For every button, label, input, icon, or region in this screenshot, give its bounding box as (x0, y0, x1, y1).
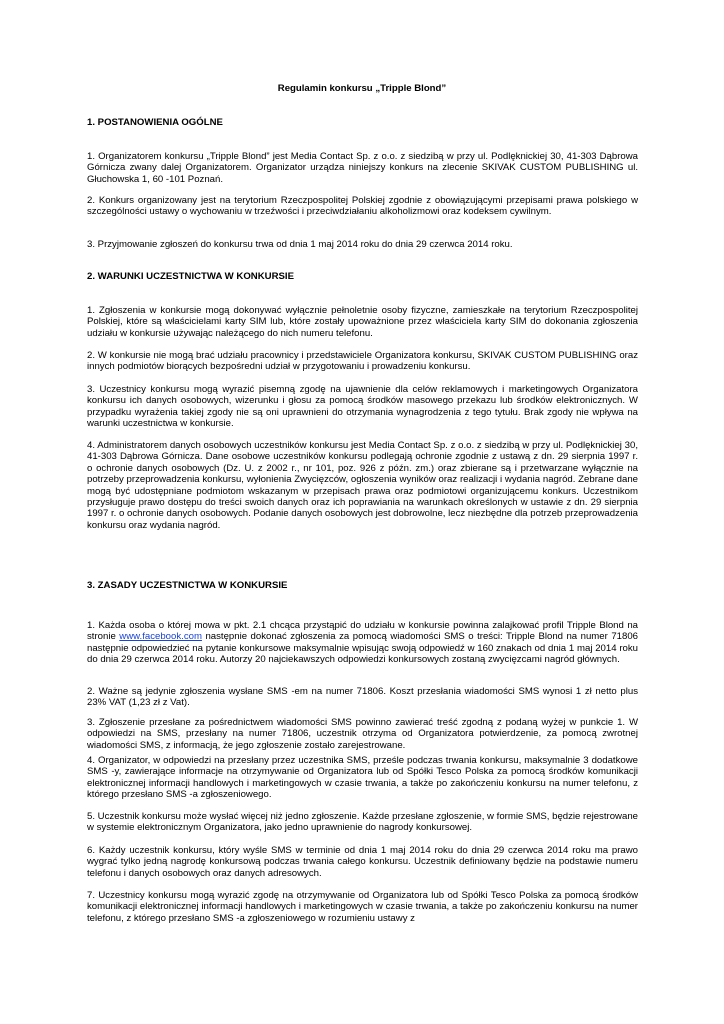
section-2-paragraph-2: 2. W konkursie nie mogą brać udziału pracownicy i przedstawiciele Organizatora konkursu, SKIVAK CUSTOM PUBLISHING oraz innych podmiotów biorących bezpośredni udział w przygotowaniu i prowadzeniu konkursu. (87, 350, 638, 373)
section-3-paragraph-3: 3. Zgłoszenie przesłane za pośrednictwem wiadomości SMS powinno zawierać treść zgodną z podaną wyżej w punkcie 1. W odpowiedzi na SMS, przesłany na numer 71806, uczestnik otrzyma od Organizatora potwierdzenie, za pomocą zwrotnej wiadomości SMS, z informacją, że jego zgłoszenie zostało zarejestrowane. (87, 717, 638, 751)
section-1-paragraph-2: 2. Konkurs organizowany jest na terytorium Rzeczpospolitej Polskiej zgodnie z obowiązującymi przepisami prawa polskiego w szczególności ustawy o wychowaniu w trzeźwości i przeciwdziałaniu alkoholizmowi oraz kodeksem cywilnym. (87, 195, 638, 218)
section-2-heading: 2. WARUNKI UCZESTNICTWA W KONKURSIE (87, 271, 294, 282)
section-3-paragraph-6: 6. Każdy uczestnik konkursu, który wyśle SMS w terminie od dnia 1 maj 2014 roku do dnia 29 czerwca 2014 roku ma prawo wygrać tylko jedną nagrodę konkursową podczas trwania całego konkursu. Uczestnik definiowany będzie na podstawie numeru telefonu i danych osobowych oraz danych adresowych. (87, 845, 638, 879)
section-3-paragraph-7: 7. Uczestnicy konkursu mogą wyrazić zgodę na otrzymywanie od Organizatora lub od Spółki Tesco Polska za pomocą środków komunikacji elektronicznej informacji handlowych i marketingowych w czasie trwania, a także po zakończeniu konkursu na numer telefonu, z którego przesłano SMS -a zgłoszeniowego w rozumieniu ustawy z (87, 890, 638, 924)
facebook-link[interactable]: www.facebook.com (119, 631, 202, 643)
section-3-paragraph-2: 2. Ważne są jedynie zgłoszenia wysłane SMS -em na numer 71806. Koszt przesłania wiadomości SMS wynosi 1 zł netto plus 23% VAT (1,23 zł z Vat). (87, 686, 638, 709)
section-3-heading: 3. ZASADY UCZESTNICTWA W KONKURSIE (87, 580, 288, 591)
section-1-heading: 1. POSTANOWIENIA OGÓLNE (87, 117, 223, 128)
section-1-paragraph-1: 1. Organizatorem konkursu „Tripple Blond” jest Media Contact Sp. z o.o. z siedzibą w przy ul. Podlęknickiej 30, 41-303 Dąbrowa Górnicza zwany dalej Organizatorem. Organizator urządza niniejszy konkurs na zlecenie SKIVAK CUSTOM PUBLISHING ul. Głuchowska 1, 60 -101 Poznań. (87, 151, 638, 185)
section-2-paragraph-3: 3. Uczestnicy konkursu mogą wyrazić pisemną zgodę na ujawnienie dla celów reklamowych i marketingowych Organizatora konkursu ich danych osobowych, wizerunku i głosu za pomocą środków masowego przekazu lub środków elektronicznych. W przypadku wyrażenia takiej zgody nie są oni uprawnieni do otrzymania wynagrodzenia z tego tytułu. Brak zgody nie wpływa na warunki uczestnictwa w konkursie. (87, 384, 638, 430)
section-3-paragraph-1-text-a: 1. Każda osoba o której mowa w pkt. 2.1 chcąca przystąpić do udziału w konkursie powinna zalajkować profil Tripple Blond na stronie (87, 620, 638, 643)
section-3-paragraph-5: 5. Uczestnik konkursu może wysłać więcej niż jedno zgłoszenie. Każde przesłane zgłoszenie, w formie SMS, będzie rejestrowane w systemie elektronicznym Organizatora, jako jedno uprawnienie do nagrody konkursowej. (87, 811, 638, 834)
section-3-paragraph-1-text-b: następnie dokonać zgłoszenia za pomocą wiadomości SMS o treści: Tripple Blond na numer 71806 następnie odpowiedzieć na pytanie konkursowe maksymalnie wpisując swoją odpowiedź w 160 znakach od dnia 1 maj 2014 roku do dnia 29 czerwca 2014 roku. Autorzy 20 najciekawszych odpowiedzi konkursowych zostaną zwycięzcami nagród głównych. (87, 631, 638, 666)
section-1-paragraph-3: 3. Przyjmowanie zgłoszeń do konkursu trwa od dnia 1 maj 2014 roku do dnia 29 czerwca 2014 roku. (87, 239, 513, 250)
section-2-paragraph-1: 1. Zgłoszenia w konkursie mogą dokonywać wyłącznie pełnoletnie osoby fizyczne, zamieszkałe na terytorium Rzeczpospolitej Polskiej, które są właścicielami karty SIM lub, które zostały upoważnione przez właściciela karty SIM do dokonania zgłoszenia udziału w konkursie używając należącego do nich numeru telefonu. (87, 305, 638, 339)
section-3-paragraph-1 (87, 620, 638, 666)
document-title: Regulamin konkursu „Tripple Blond” (277, 83, 447, 94)
section-2-paragraph-4: 4. Administratorem danych osobowych uczestników konkursu jest Media Contact Sp. z o.o. z siedzibą w przy ul. Podlęknickiej 30, 41-303 Dąbrowa Górnicza. Dane osobowe uczestników konkursu podlegają ochronie zgodnie z ustawą z dn. 29 sierpnia 1997 r. o ochronie danych osobowych (Dz. U. z 2002 r., nr 101, poz. 926 z późn. zm.) oraz zbierane są i przetwarzane wyłącznie na potrzeby przeprowadzenia konkursu, wyłonienia Zwycięzców, ogłoszenia wyników oraz realizacji i wydania nagród. Zebrane dane mogą być udostępniane podmiotom wskazanym w przepisach prawa oraz podmiotowi organizującemu konkurs. Uczestnikom przysługuje prawo dostępu do treści swoich danych oraz ich poprawiania na warunkach określonych w ustawie z dn. 29 sierpnia 1997 r. o ochronie danych osobowych. Podanie danych osobowych jest dobrowolne, lecz niezbędne dla potrzeb przeprowadzenia konkursu oraz wydania nagród. (87, 440, 638, 531)
section-3-paragraph-4: 4. Organizator, w odpowiedzi na przesłany przez uczestnika SMS, prześle podczas trwania konkursu, maksymalnie 3 dodatkowe SMS -y, zawierające informacje na otrzymywanie od Organizatora lub od Spółki Tesco Polska za pomocą środków komunikacji elektronicznej informacji handlowych i marketingowych w czasie trwania, a także po zakończeniu konkursu na numer telefonu, z którego przesłano SMS -a zgłoszeniowego. (87, 755, 638, 801)
